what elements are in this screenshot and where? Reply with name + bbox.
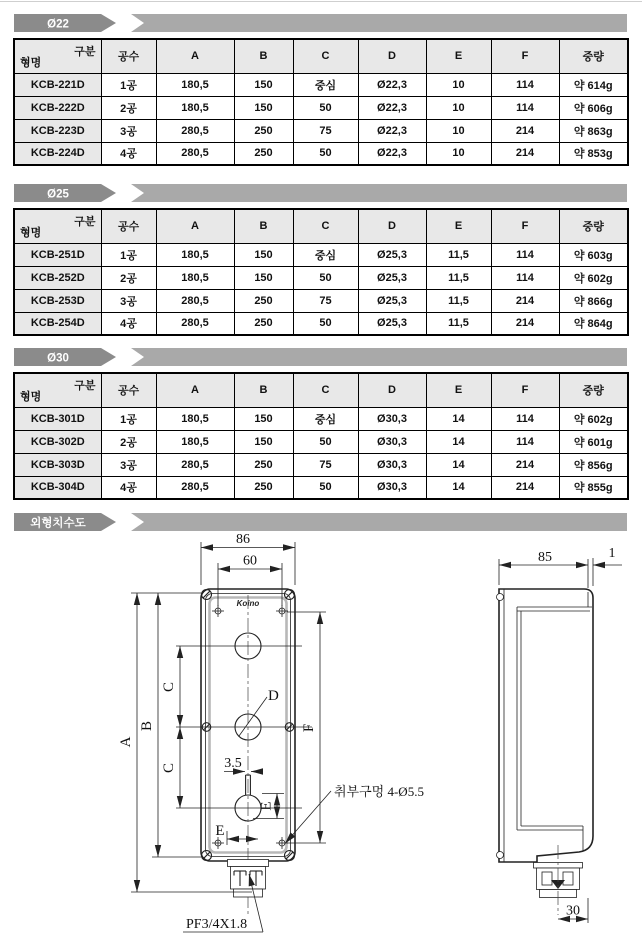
value-cell: Ø30,3 [358, 407, 426, 430]
value-cell: 280,5 [156, 289, 234, 312]
band-ribbon-light [131, 184, 627, 202]
value-cell: 150 [234, 430, 293, 453]
value-cell: 214 [491, 142, 559, 165]
value-cell: 중심 [293, 243, 358, 266]
value-cell: 150 [234, 73, 293, 96]
column-header: B [234, 373, 293, 407]
brand-logo: Koino [236, 599, 260, 608]
value-cell: 280,5 [156, 476, 234, 499]
table-row [14, 142, 628, 165]
dim-B [139, 593, 201, 857]
value-cell: 14 [426, 476, 491, 499]
column-header: D [358, 39, 426, 73]
dim-label-E-vertical: E [258, 801, 275, 811]
value-cell: 11,5 [426, 312, 491, 335]
conduit-note [183, 874, 263, 932]
value-cell: 214 [491, 119, 559, 142]
value-cell: 50 [293, 96, 358, 119]
value-cell: 14 [426, 407, 491, 430]
value-cell: Ø22,3 [358, 96, 426, 119]
value-cell: 3공 [101, 453, 156, 476]
value-cell: 180,5 [156, 96, 234, 119]
model-cell: KCB-301D [14, 407, 101, 430]
column-header: 중량 [559, 39, 628, 73]
value-cell: Ø30,3 [358, 476, 426, 499]
table-row [14, 312, 628, 335]
column-header: A [156, 39, 234, 73]
value-cell: 10 [426, 73, 491, 96]
value-cell: 2공 [101, 266, 156, 289]
value-cell: 중심 [293, 73, 358, 96]
value-cell: 114 [491, 96, 559, 119]
dim-label-D: D [268, 688, 279, 704]
model-cell: KCB-252D [14, 266, 101, 289]
value-cell: 10 [426, 96, 491, 119]
column-header: C [293, 39, 358, 73]
corner-label-category: 구분 [74, 216, 96, 228]
dim-label-C2: C [161, 762, 177, 774]
dim-1 [593, 546, 622, 586]
dim-label-60: 60 [243, 553, 257, 569]
column-header: A [156, 209, 234, 243]
spec-table-d22 [13, 38, 629, 166]
band-label: Ø25 [47, 188, 69, 201]
band-ribbon-light [131, 348, 627, 366]
value-cell: 180,5 [156, 266, 234, 289]
table-row [14, 73, 628, 96]
value-cell: 150 [234, 96, 293, 119]
column-header: 중량 [559, 209, 628, 243]
value-cell: 250 [234, 312, 293, 335]
value-cell: 4공 [101, 476, 156, 499]
column-header: D [358, 209, 426, 243]
section-band-d30 [0, 348, 642, 366]
value-cell: 280,5 [156, 142, 234, 165]
column-header: F [491, 209, 559, 243]
value-cell: 1공 [101, 243, 156, 266]
value-cell: Ø22,3 [358, 119, 426, 142]
value-cell: Ø22,3 [358, 142, 426, 165]
value-cell: 250 [234, 289, 293, 312]
dim-85 [499, 550, 588, 588]
value-cell: 50 [293, 266, 358, 289]
model-cell: KCB-304D [14, 476, 101, 499]
band-label: Ø30 [47, 352, 69, 365]
dim-label-F: F [301, 723, 317, 733]
dim-label-85: 85 [538, 550, 552, 565]
corner-label-model: 형명 [20, 390, 42, 403]
value-cell: 14 [426, 430, 491, 453]
table-row [14, 266, 628, 289]
dim-label-C1: C [161, 681, 177, 693]
value-cell: 250 [234, 476, 293, 499]
value-cell: Ø25,3 [358, 312, 426, 335]
value-cell: 4공 [101, 142, 156, 165]
side-screw-bottom [497, 852, 504, 859]
column-header: B [234, 39, 293, 73]
value-cell: 50 [293, 312, 358, 335]
value-cell: 2공 [101, 96, 156, 119]
page-top-rule [0, 1, 642, 2]
section-band-d25 [0, 184, 642, 202]
value-cell: 약 614g [559, 73, 628, 96]
dim-30 [558, 898, 588, 923]
dim-C-lower [161, 727, 180, 808]
table-row [14, 476, 628, 499]
value-cell: 1공 [101, 407, 156, 430]
corner-label-model: 형명 [20, 226, 42, 239]
column-header: E [426, 373, 491, 407]
corner-label-category: 구분 [74, 46, 96, 58]
corner-header-cell [14, 39, 101, 73]
value-cell: 약 602g [559, 407, 628, 430]
value-cell: 3공 [101, 119, 156, 142]
value-cell: 약 856g [559, 453, 628, 476]
value-cell: 114 [491, 243, 559, 266]
value-cell: 214 [491, 453, 559, 476]
column-header: A [156, 373, 234, 407]
cable-gland-front [228, 860, 269, 898]
table-row [14, 407, 628, 430]
band-ribbon-light [131, 513, 627, 531]
band-label: 외형치수도 [30, 517, 86, 530]
value-cell: 250 [234, 119, 293, 142]
column-header: 공수 [101, 373, 156, 407]
value-cell: 114 [491, 407, 559, 430]
value-cell: 114 [491, 73, 559, 96]
value-cell: Ø22,3 [358, 73, 426, 96]
table-row [14, 243, 628, 266]
dim-label-E-horizontal: E [215, 823, 225, 839]
column-header: E [426, 209, 491, 243]
dim-label-1: 1 [608, 546, 616, 561]
outline-dimension-drawing [0, 530, 642, 941]
spec-table-d30 [13, 372, 629, 500]
value-cell: Ø30,3 [358, 430, 426, 453]
model-cell: KCB-254D [14, 312, 101, 335]
mount-hole-note [285, 784, 424, 844]
value-cell: 280,5 [156, 119, 234, 142]
table-row [14, 453, 628, 476]
value-cell: 280,5 [156, 453, 234, 476]
model-cell: KCB-253D [14, 289, 101, 312]
model-cell: KCB-251D [14, 243, 101, 266]
value-cell: 3공 [101, 289, 156, 312]
column-header: F [491, 39, 559, 73]
column-header: 공수 [101, 209, 156, 243]
value-cell: 50 [293, 430, 358, 453]
dim-label-B: B [139, 720, 155, 732]
value-cell: Ø30,3 [358, 453, 426, 476]
value-cell: 250 [234, 453, 293, 476]
dim-label-3-5: 3.5 [224, 756, 242, 771]
value-cell: 약 853g [559, 142, 628, 165]
value-cell: 250 [234, 142, 293, 165]
model-cell: KCB-303D [14, 453, 101, 476]
value-cell: 4공 [101, 312, 156, 335]
value-cell: 약 603g [559, 243, 628, 266]
value-cell: 10 [426, 119, 491, 142]
value-cell: 약 602g [559, 266, 628, 289]
value-cell: Ø25,3 [358, 243, 426, 266]
front-view [118, 532, 424, 932]
corner-header-cell [14, 373, 101, 407]
corner-label-model: 형명 [20, 56, 42, 69]
dim-label-A: A [118, 736, 134, 748]
side-view [497, 546, 623, 923]
value-cell: 50 [293, 476, 358, 499]
side-outline [499, 589, 593, 862]
column-header: 중량 [559, 373, 628, 407]
value-cell: 11,5 [426, 289, 491, 312]
corner-header-cell [14, 209, 101, 243]
section-band-d22 [0, 14, 642, 32]
value-cell: Ø25,3 [358, 266, 426, 289]
value-cell: 150 [234, 266, 293, 289]
model-cell: KCB-222D [14, 96, 101, 119]
value-cell: 180,5 [156, 243, 234, 266]
value-cell: Ø25,3 [358, 289, 426, 312]
column-header: D [358, 373, 426, 407]
conduit-note-label: PF3/4X1.8 [186, 917, 248, 932]
value-cell: 114 [491, 430, 559, 453]
band-label: Ø22 [47, 18, 69, 31]
column-header: 공수 [101, 39, 156, 73]
column-header: C [293, 209, 358, 243]
value-cell: 214 [491, 289, 559, 312]
section-band-dimension-drawing [0, 513, 642, 531]
table-row [14, 96, 628, 119]
model-cell: KCB-223D [14, 119, 101, 142]
side-screw-top [497, 594, 504, 601]
value-cell: 280,5 [156, 312, 234, 335]
value-cell: 10 [426, 142, 491, 165]
value-cell: 75 [293, 119, 358, 142]
band-ribbon-light [131, 14, 627, 32]
value-cell: 180,5 [156, 407, 234, 430]
value-cell: 약 863g [559, 119, 628, 142]
value-cell: 150 [234, 407, 293, 430]
value-cell: 약 866g [559, 289, 628, 312]
value-cell: 214 [491, 312, 559, 335]
model-cell: KCB-302D [14, 430, 101, 453]
value-cell: 50 [293, 142, 358, 165]
value-cell: 1공 [101, 73, 156, 96]
column-header: C [293, 373, 358, 407]
value-cell: 214 [491, 476, 559, 499]
value-cell: 11,5 [426, 243, 491, 266]
table-row [14, 119, 628, 142]
column-header: E [426, 39, 491, 73]
mount-hole-note-label: 취부구멍 4-Ø5.5 [334, 784, 424, 799]
dim-label-86: 86 [236, 532, 250, 547]
value-cell: 114 [491, 266, 559, 289]
spec-table-d25 [13, 208, 629, 336]
value-cell: 약 606g [559, 96, 628, 119]
value-cell: 11,5 [426, 266, 491, 289]
value-cell: 180,5 [156, 430, 234, 453]
table-row [14, 289, 628, 312]
dim-C-upper [161, 646, 180, 727]
value-cell: 중심 [293, 407, 358, 430]
value-cell: 2공 [101, 430, 156, 453]
dim-label-30: 30 [566, 903, 580, 919]
value-cell: 약 601g [559, 430, 628, 453]
value-cell: 150 [234, 243, 293, 266]
value-cell: 180,5 [156, 73, 234, 96]
value-cell: 75 [293, 289, 358, 312]
corner-label-category: 구분 [74, 380, 96, 392]
column-header: B [234, 209, 293, 243]
model-cell: KCB-224D [14, 142, 101, 165]
value-cell: 14 [426, 453, 491, 476]
value-cell: 약 864g [559, 312, 628, 335]
model-cell: KCB-221D [14, 73, 101, 96]
column-header: F [491, 373, 559, 407]
table-row [14, 430, 628, 453]
value-cell: 75 [293, 453, 358, 476]
value-cell: 약 855g [559, 476, 628, 499]
